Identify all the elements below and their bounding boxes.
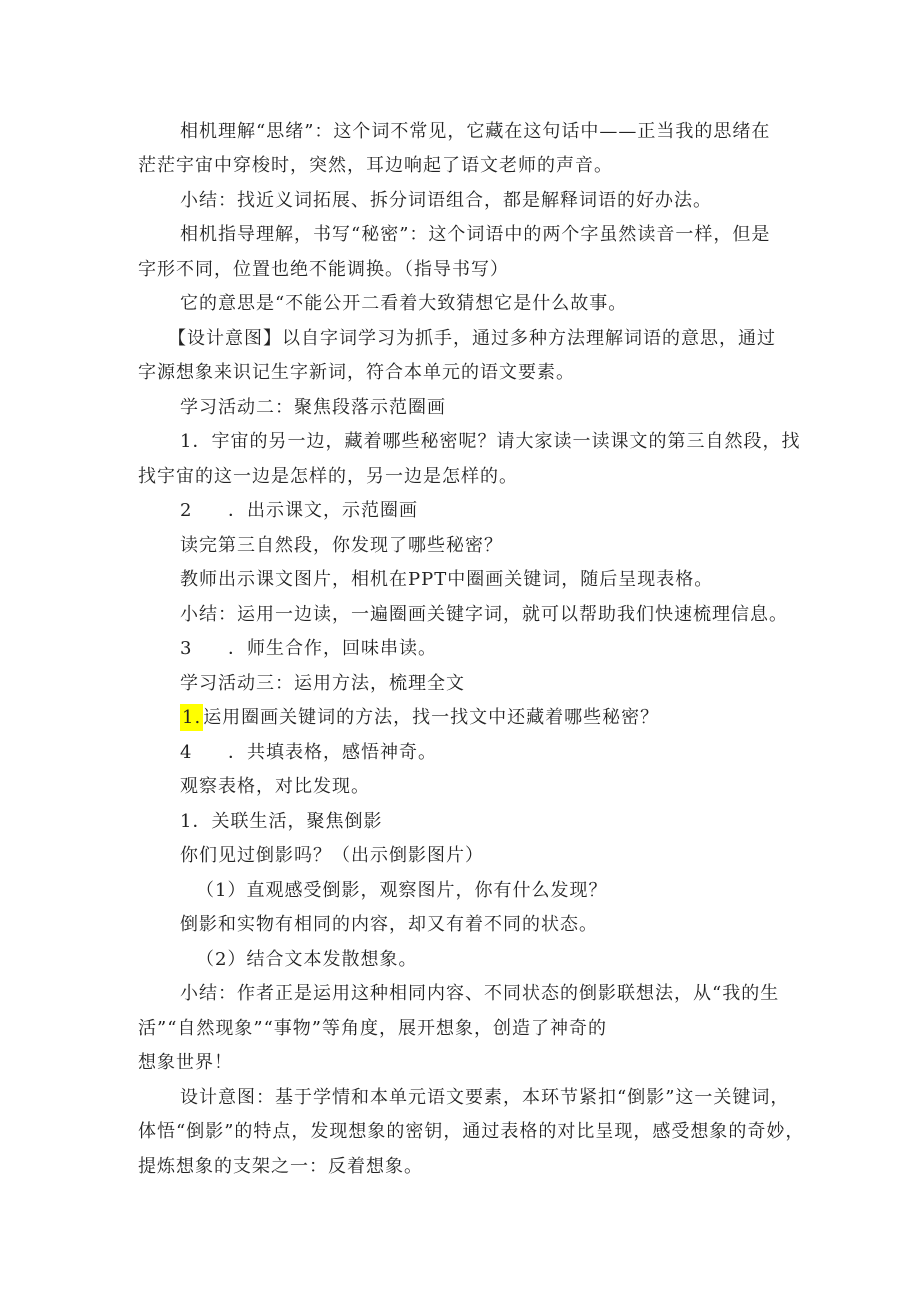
paragraph: 相机指导理解，书写“秘密”：这个词语中的两个字虽然读音一样，但是 [180, 224, 771, 245]
list-number: 3 [180, 638, 193, 659]
paragraph: 你们见过倒影吗？（出示倒影图片） [180, 845, 484, 866]
paragraph: 体悟“倒影”的特点，发现想象的密钥，通过表格的对比呈现，感受想象的奇妙， [138, 1121, 805, 1142]
paragraph: 观察表格，对比发现。 [180, 776, 370, 797]
list-item: 1. 运用圈画关键词的方法，找一找文中还藏着哪些秘密？ [180, 704, 659, 731]
paragraph: 读完第三自然段，你发现了哪些秘密？ [180, 535, 503, 556]
heading: 学习活动三：运用方法，梳理全文 [180, 673, 465, 694]
highlighted-list-number: 1. [180, 704, 203, 731]
list-item: 4 ．共填表格，感悟神奇。 [180, 739, 437, 766]
list-number: 4 [180, 742, 193, 763]
paragraph: 小结：运用一边读，一遍圈画关键字词，就可以帮助我们快速梳理信息。 [180, 604, 788, 625]
heading: 学习活动二：聚焦段落示范圈画 [180, 397, 446, 418]
paragraph: 相机理解“思绪”：这个词不常见，它藏在这句话中——正当我的思绪在 [180, 121, 771, 142]
paragraph: 教师出示课文图片，相机在PPT中圈画关键词，随后呈现表格。 [180, 569, 714, 590]
paragraph: 【设计意图】以自字词学习为抓手，通过多种方法理解词语的意思，通过 [168, 328, 776, 349]
paragraph: 它的意思是“不能公开二看着大致猜想它是什么故事。 [180, 293, 628, 314]
list-number: 2 [180, 500, 193, 521]
paragraph: 小结：找近义词拓展、拆分词语组合，都是解释词语的好办法。 [180, 190, 712, 211]
sub-item: （2）结合文本发散想象。 [196, 949, 418, 970]
paragraph: 茫茫宇宙中穿梭时，突然，耳边响起了语文老师的声音。 [138, 155, 613, 176]
paragraph: 小结：作者正是运用这种相同内容、不同状态的倒影联想法，从“我的生 [180, 983, 780, 1004]
paragraph: 活”“自然现象”“事物”等角度，展开想象，创造了神奇的 [138, 1018, 608, 1039]
paragraph: 找宇宙的这一边是怎样的，另一边是怎样的。 [138, 466, 518, 487]
list-number: 1 [180, 431, 193, 452]
list-item: 1．宇宙的另一边，藏着哪些秘密呢？请大家读一读课文的第三自然段，找 [180, 428, 800, 455]
paragraph: 倒影和实物有相同的内容，却又有着不同的状态。 [180, 914, 598, 935]
paragraph: 想象世界！ [138, 1052, 233, 1073]
list-item: 3 ．师生合作，回味串读。 [180, 635, 437, 662]
paragraph: 字源想象来识记生字新词，符合本单元的语文要素。 [138, 362, 575, 383]
sub-item: （1）直观感受倒影，观察图片，你有什么发现？ [196, 880, 608, 901]
paragraph: 设计意图：基于学情和本单元语文要素，本环节紧扣“倒影”这一关键词， [180, 1087, 790, 1108]
paragraph: 字形不同，位置也绝不能调换。（指导书写） [138, 259, 509, 280]
list-item: 2 ．出示课文，示范圈画 [180, 497, 418, 524]
list-number: 1 [180, 811, 193, 832]
paragraph: 提炼想象的支架之一：反着想象。 [138, 1156, 423, 1177]
list-item: 1．关联生活，聚焦倒影 [180, 808, 382, 835]
